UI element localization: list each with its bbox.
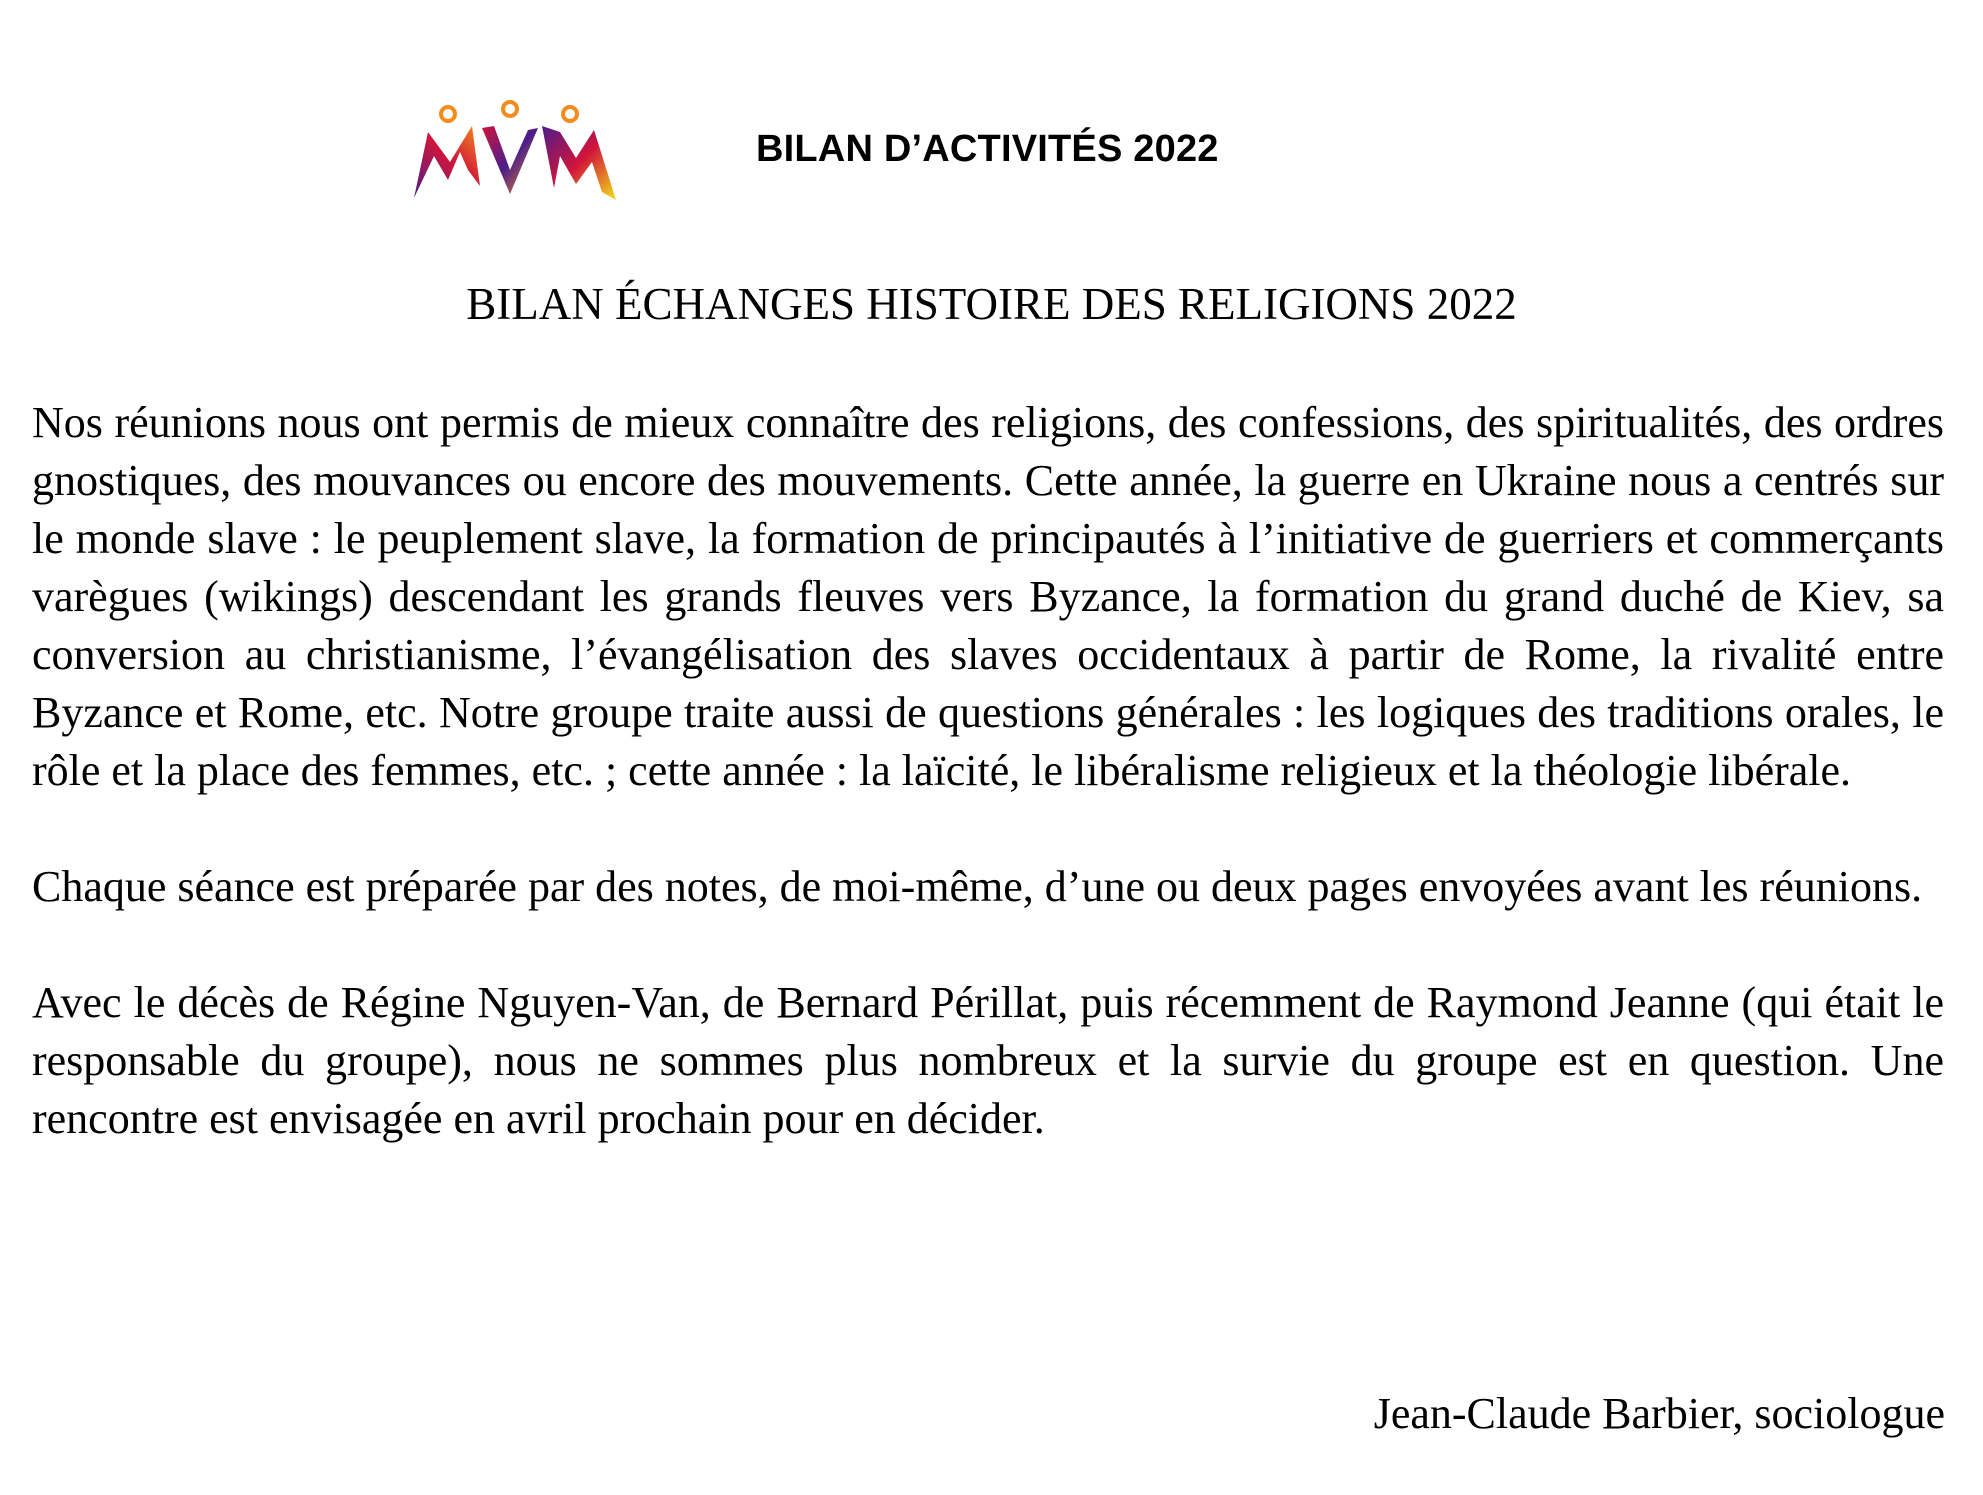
- activity-report-title: BILAN D’ACTIVITÉS 2022: [756, 128, 1219, 170]
- document-title: BILAN ÉCHANGES HISTOIRE DES RELIGIONS 2022: [466, 279, 1517, 329]
- paragraph-2: Chaque séance est préparée par des notes, de moi-même, d’une ou deux pages envoyées avant les réunions.: [32, 862, 1923, 911]
- document-body: [32, 394, 1944, 1206]
- signature: Jean-Claude Barbier, sociologue: [1373, 1389, 1945, 1438]
- mvm-logo: [410, 100, 625, 210]
- paragraph-1: Nos réunions nous ont permis de mieux connaître des religions, des confessions, des spiritualités, des ordres gnostiques, des mouvances ou encore des mouvements. Cette année, la guerre en Ukraine nous a centrés sur le monde slave : le peuplement slave, la formation de principautés à l’initiative de guerriers et commerçants varègues (wikings) descendant les grands fleuves vers Byzance, la formation du grand duché de Kiev, sa conversion au christianisme, l’évangélisation des slaves occidentaux à partir de Rome, la rivalité entre Byzance et Rome, etc. Notre groupe traite aussi de questions générales : les logiques des traditions orales, le rôle et la place des femmes, etc. ; cette année : la laïcité, le libéralisme religieux et la théologie libérale.: [32, 398, 1944, 795]
- paragraph-3: Avec le décès de Régine Nguyen-Van, de Bernard Périllat, puis récemment de Raymond Jeanne (qui était le responsable du groupe), nous ne sommes plus nombreux et la survie du groupe est en question. Une rencontre est envisagée en avril prochain pour en décider.: [32, 978, 1944, 1143]
- page-header: [0, 90, 1983, 220]
